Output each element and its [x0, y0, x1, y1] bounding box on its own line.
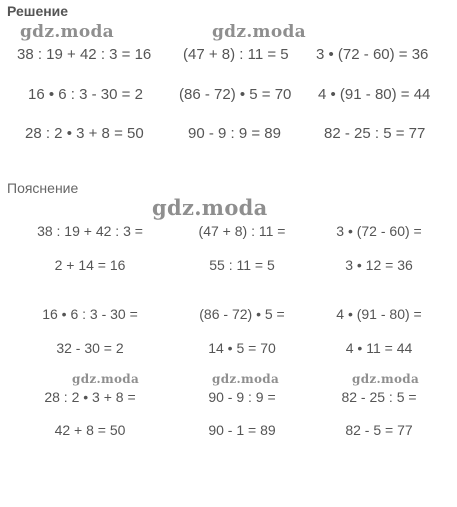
- explanation-heading: Пояснение: [7, 180, 79, 196]
- watermark: gdz.moda: [152, 195, 268, 220]
- explanation-expression: 28 : 2 • 3 + 8 =: [44, 389, 136, 405]
- solution-equation: 38 : 19 + 42 : 3 = 16: [17, 46, 152, 63]
- watermark: gdz.moda: [212, 372, 280, 386]
- solution-heading: Решение: [7, 3, 69, 19]
- explanation-expression: 90 - 9 : 9 =: [208, 389, 276, 405]
- solution-equation: 90 - 9 : 9 = 89: [188, 125, 281, 142]
- explanation-expression: 3 • (72 - 60) =: [336, 223, 422, 239]
- explanation-result: 3 • 12 = 36: [345, 257, 413, 273]
- solution-equation: 3 • (72 - 60) = 36: [316, 46, 429, 63]
- explanation-result: 32 - 30 = 2: [56, 340, 124, 356]
- solution-equation: (86 - 72) • 5 = 70: [179, 86, 292, 103]
- explanation-result: 14 • 5 = 70: [208, 340, 276, 356]
- explanation-expression: (86 - 72) • 5 =: [199, 306, 285, 322]
- explanation-result: 82 - 5 = 77: [345, 422, 413, 438]
- explanation-result: 4 • 11 = 44: [345, 340, 413, 356]
- explanation-result: 90 - 1 = 89: [208, 422, 276, 438]
- explanation-expression: 16 • 6 : 3 - 30 =: [42, 306, 138, 322]
- explanation-result: 2 + 14 = 16: [54, 257, 126, 273]
- explanation-result: 55 : 11 = 5: [209, 257, 275, 273]
- watermark: gdz.moda: [72, 372, 140, 386]
- explanation-expression: 38 : 19 + 42 : 3 =: [37, 223, 143, 239]
- watermark: gdz.moda: [352, 372, 420, 386]
- explanation-expression: 82 - 25 : 5 =: [341, 389, 417, 405]
- explanation-expression: (47 + 8) : 11 =: [198, 223, 286, 239]
- solution-equation: 16 • 6 : 3 - 30 = 2: [28, 86, 143, 103]
- solution-equation: 28 : 2 • 3 + 8 = 50: [25, 125, 144, 142]
- explanation-expression: 4 • (91 - 80) =: [336, 306, 422, 322]
- watermark: gdz.moda: [20, 22, 114, 42]
- solution-equation: (47 + 8) : 11 = 5: [183, 46, 289, 63]
- solution-equation: 82 - 25 : 5 = 77: [324, 125, 426, 142]
- solution-equation: 4 • (91 - 80) = 44: [318, 86, 431, 103]
- watermark: gdz.moda: [212, 22, 306, 42]
- explanation-result: 42 + 8 = 50: [54, 422, 126, 438]
